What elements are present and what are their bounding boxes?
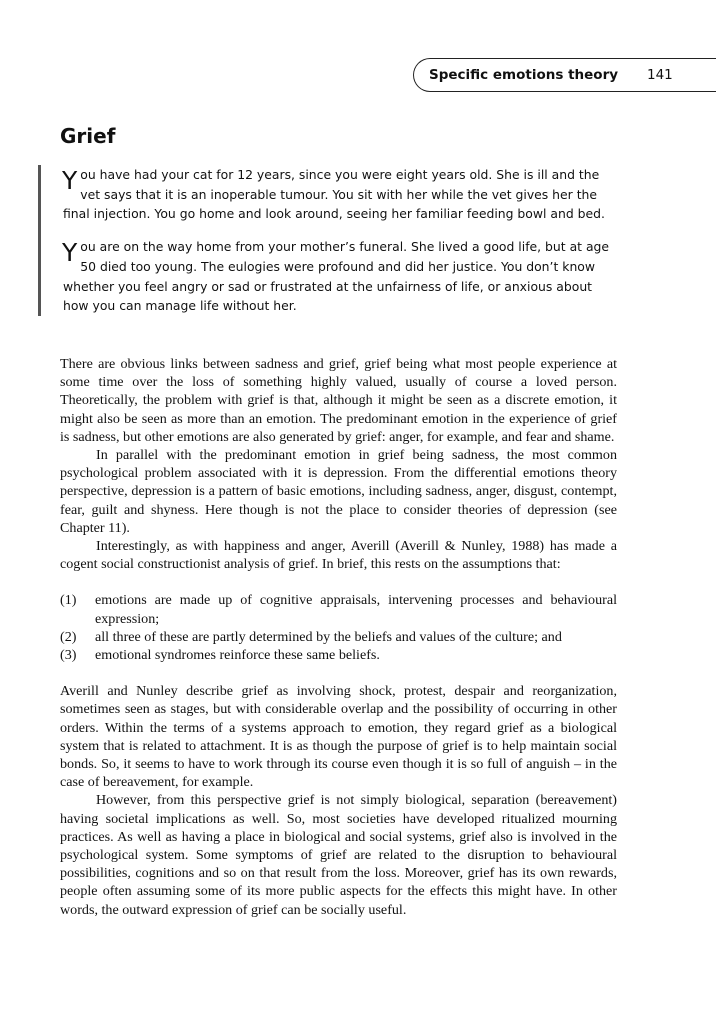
list-item <box>60 591 617 627</box>
paragraph: There are obvious links between sadness and grief, grief being what most people experience at some time over the loss of something highly valued, usually of course a loved person. Theoretically, the problem with grief is that, although it might be seen as a discrete emotion, it might also be seen as more than an emotion. The predominant emotion in the experience of grief is sadness, but other emotions are also generated by grief: anger, for example, and fear and shame. <box>60 356 617 445</box>
list-item-text: emotions are made up of cognitive appraisals, intervening processes and behavioural expression; <box>95 592 617 627</box>
paragraph: Interestingly, as with happiness and anger, Averill (Averill & Nunley, 1988) has made a cogent social constructionist analysis of grief. In brief, this rests on the assumptions that: <box>60 538 617 573</box>
vignette-funeral <box>63 237 616 316</box>
page-number: 141 <box>647 67 673 83</box>
section-title: Grief <box>60 124 116 148</box>
list-item-text: all three of these are partly determined by the beliefs and values of the culture; and <box>95 628 562 645</box>
running-header-title: Specific emotions theory <box>429 67 619 83</box>
list-item <box>60 646 617 664</box>
paragraph: However, from this perspective grief is not simply biological, separation (bereavement) having societal implications as well. So, most societies have developed ritualized mourning practices. As well as having a place in biological and social systems, grief also is involved in the psychological system. Some symptoms of grief are related to the disruption to behavioural possibilities, cognitions and so on that result from the loss. Moreover, grief has its own rewards, people often assuming some of its more public aspects for the effects this might have. In other words, the outward expression of grief can be socially useful. <box>60 792 617 918</box>
list-item-text: emotional syndromes reinforce these same beliefs. <box>95 647 380 664</box>
assumptions-list <box>60 591 617 664</box>
vignette-cat <box>63 165 616 224</box>
paragraph: In parallel with the predominant emotion in grief being sadness, the most common psychological problem associated with it is depression. From the differential emotions theory perspective, depression is a pattern of basic emotions, including sadness, anger, disgust, contempt, fear, guilt and shyness. Here though is not the place to consider theories of depression (see Chapter 11). <box>60 447 617 536</box>
vignette-text: ou have had your cat for 12 years, since you were eight years old. She is ill and the vet says that it is an inoperable tumour. You sit with her while the vet gives her the final injection. You go home and look around, seeing her familiar feeding bowl and bed. <box>63 167 605 222</box>
running-header <box>413 58 716 92</box>
dropcap: Y <box>62 166 78 195</box>
dropcap: Y <box>62 238 78 268</box>
list-item <box>60 628 617 646</box>
paragraph: Averill and Nunley describe grief as involving shock, protest, despair and reorganization, sometimes seen as stages, but with considerable overlap and the possibility of occurring in other orders. Within the terms of a systems approach to emotion, they regard grief as a biological system that is related to attachment. It is as though the purpose of grief is to help maintain social bonds. So, it seems to have to work through its course even though it is so full of anguish – in the case of bereavement, for example. <box>60 683 617 791</box>
list-number: (2) <box>60 628 77 645</box>
body-text <box>60 355 617 919</box>
list-number: (3) <box>60 647 77 664</box>
vignette-text: ou are on the way home from your mother’s funeral. She lived a good life, but at age 50 died too young. The eulogies were profound and did her justice. You don’t know whether you feel angry or sad or frustrated at the unfairness of life, or anxious about how you can manage life without her. <box>63 239 610 314</box>
vignette-box <box>38 165 616 316</box>
list-number: (1) <box>60 592 77 609</box>
